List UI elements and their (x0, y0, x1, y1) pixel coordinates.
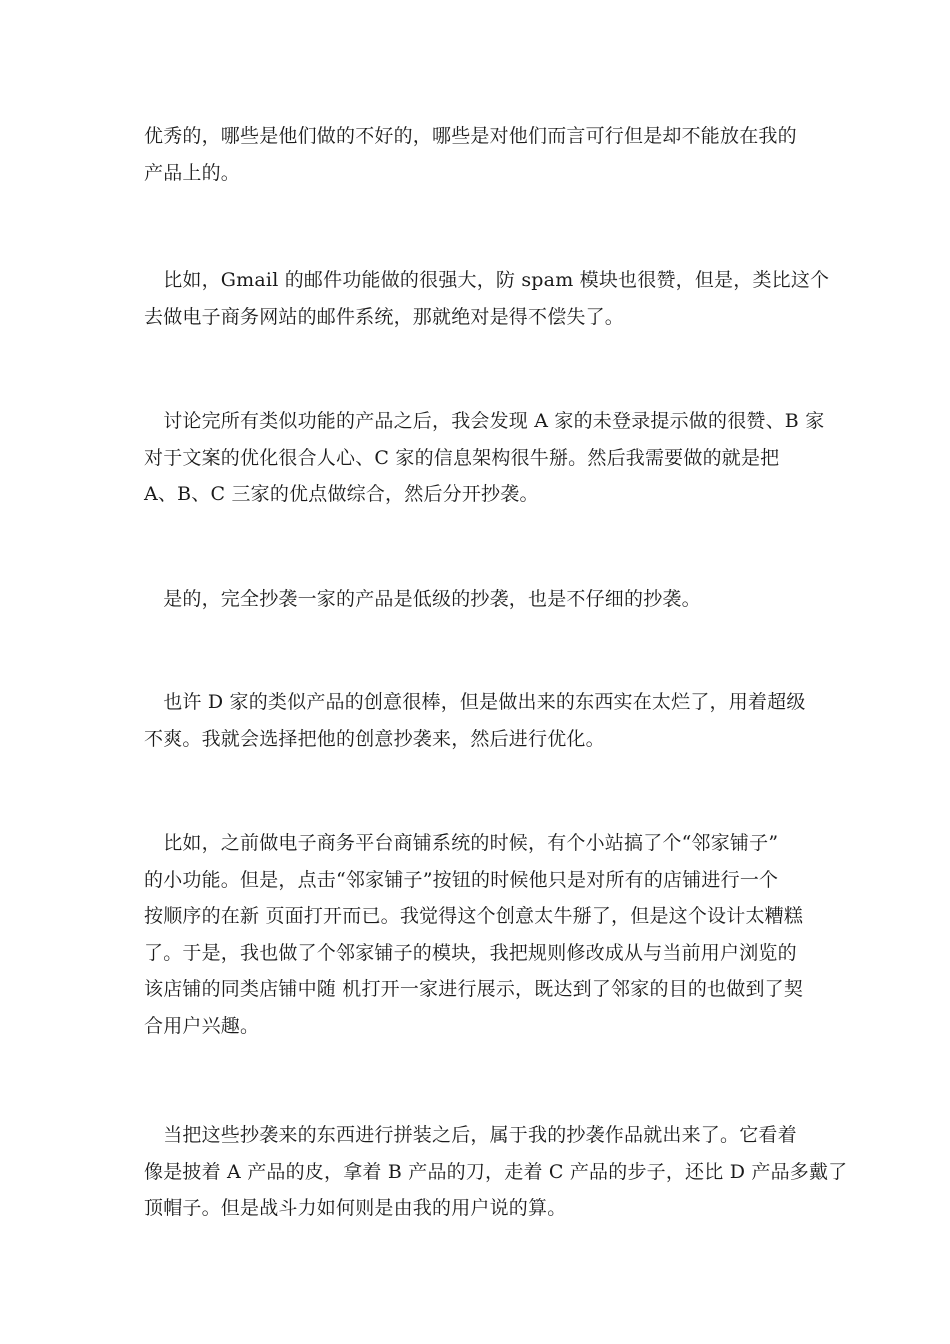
text-line: 产品上的。 (144, 161, 241, 184)
text-line: 了。于是，我也做了个邻家铺子的模块，我把规则修改成从与当前用户浏览的 (144, 941, 797, 964)
paragraph-7 (144, 1117, 848, 1227)
text-line: 也许 D 家的类似产品的创意很棒，但是做出来的东西实在太烂了，用着超级 (144, 691, 806, 713)
paragraph-1 (144, 118, 810, 191)
text-line: 当把这些抄袭来的东西进行拼装之后，属于我的抄袭作品就出来了。它看着 (144, 1124, 797, 1146)
text-line: A、B、C 三家的优点做综合，然后分开抄袭。 (144, 483, 539, 505)
paragraph-4 (144, 581, 810, 618)
text-line: 像是披着 A 产品的皮，拿着 B 产品的刀，走着 C 产品的步子，还比 D 产品多戴了 (144, 1160, 848, 1183)
text-line: 优秀的，哪些是他们做的不好的，哪些是对他们而言可行但是却不能放在我的 (144, 125, 797, 147)
text-line: 不爽。我就会选择把他的创意抄袭来，然后进行优化。 (144, 727, 605, 750)
text-line: 去做电子商务网站的邮件系统，那就绝对是得不偿失了。 (144, 305, 625, 328)
text-line: 按顺序的在新 页面打开而已。我觉得这个创意太牛掰了，但是这个设计太糟糕 (144, 905, 804, 927)
text-line: 比如，Gmail 的邮件功能做的很强大，防 spam 模块也很赞，但是，类比这个 (144, 269, 830, 291)
text-line: 顶帽子。但是战斗力如何则是由我的用户说的算。 (144, 1197, 567, 1219)
text-line: 该店铺的同类店铺中随 机打开一家进行展示，既达到了邻家的目的也做到了契 (144, 978, 804, 1000)
paragraph-3 (144, 403, 825, 513)
text-line: 是的，完全抄袭一家的产品是低级的抄袭，也是不仔细的抄袭。 (144, 588, 701, 610)
text-line: 对于文案的优化很合人心、C 家的信息架构很牛掰。然后我需要做的就是把 (144, 446, 780, 469)
text-line: 合用户兴趣。 (144, 1014, 260, 1037)
text-line: 比如，之前做电子商务平台商铺系统的时候，有个小站搞了个“邻家铺子” (144, 832, 779, 854)
text-line: 的小功能。但是，点击“邻家铺子”按钮的时候他只是对所有的店铺进行一个 (144, 868, 779, 891)
paragraph-5 (144, 684, 810, 757)
paragraph-6 (144, 825, 810, 1044)
text-line: 讨论完所有类似功能的产品之后，我会发现 A 家的未登录提示做的很赞、B 家 (144, 410, 825, 432)
paragraph-2 (144, 262, 830, 335)
